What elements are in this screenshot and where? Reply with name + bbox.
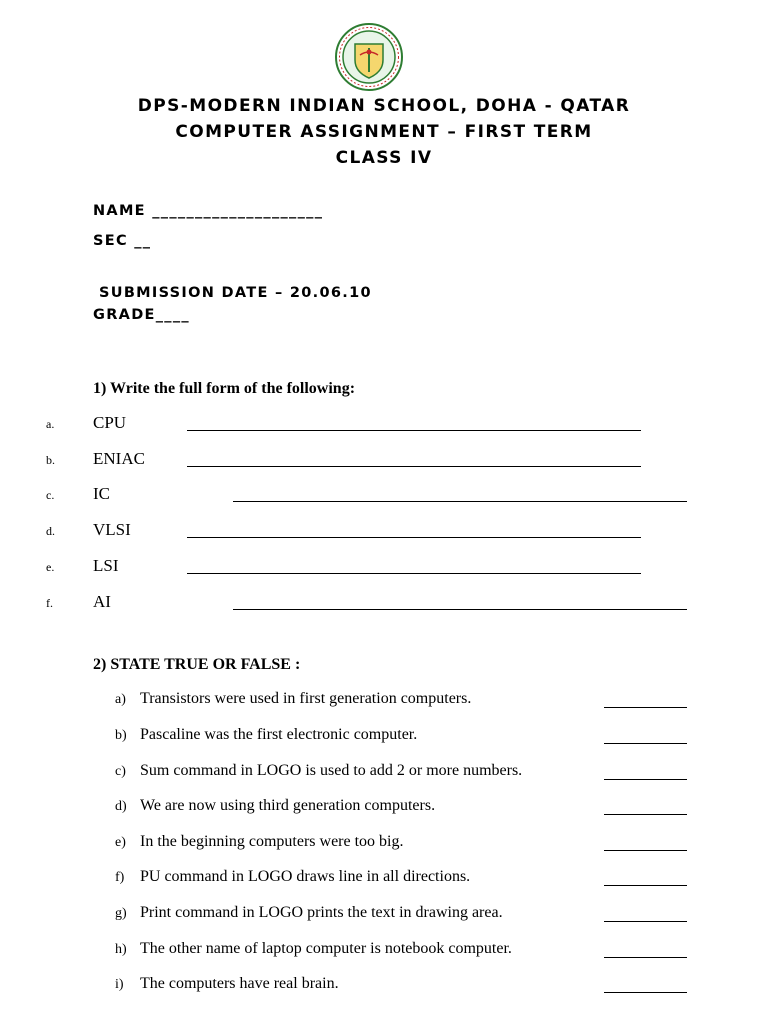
item-term: ENIAC	[93, 449, 145, 468]
true-false-item	[0, 940, 768, 964]
answer-line	[187, 573, 641, 574]
item-letter: f.	[46, 596, 53, 610]
item-letter: b)	[115, 728, 127, 743]
answer-line	[604, 779, 687, 780]
full-form-item	[0, 449, 768, 473]
full-form-item	[0, 520, 768, 544]
section-field: SEC __	[93, 233, 152, 249]
true-false-item	[0, 690, 768, 714]
answer-line	[604, 814, 687, 815]
true-false-item	[0, 904, 768, 928]
submission-date: SUBMISSION DATE – 20.06.10	[99, 285, 372, 301]
true-false-item	[0, 726, 768, 750]
answer-line	[187, 430, 641, 431]
statement-text: Pascaline was the first electronic computer.	[140, 726, 418, 743]
school-crest-icon	[334, 22, 404, 92]
statement-text: We are now using third generation computers.	[140, 797, 436, 814]
statement-text: Print command in LOGO prints the text in drawing area.	[140, 904, 503, 921]
statement-text: In the beginning computers were too big.	[140, 833, 404, 850]
grade-field: GRADE____	[93, 307, 190, 323]
answer-line	[187, 537, 641, 538]
answer-line	[604, 743, 687, 744]
full-form-item	[0, 413, 768, 437]
question-2-title: 2) STATE TRUE OR FALSE :	[93, 656, 301, 673]
full-form-item	[0, 484, 768, 508]
item-letter: h)	[115, 942, 127, 957]
answer-line	[233, 609, 687, 610]
true-false-item	[0, 833, 768, 857]
statement-text: PU command in LOGO draws line in all directions.	[140, 868, 471, 885]
statement-text: Sum command in LOGO is used to add 2 or more numbers.	[140, 762, 523, 779]
item-letter: g)	[115, 906, 127, 921]
school-name-heading: DPS-MODERN INDIAN SCHOOL, DOHA - QATAR	[137, 96, 631, 116]
assignment-heading: COMPUTER ASSIGNMENT – FIRST TERM	[175, 122, 593, 142]
full-form-item	[0, 592, 768, 616]
answer-line	[604, 850, 687, 851]
statement-text: Transistors were used in first generation computers.	[140, 690, 472, 707]
answer-line	[604, 885, 687, 886]
answer-line	[604, 957, 687, 958]
item-letter: e.	[46, 560, 55, 574]
class-heading: CLASS IV	[335, 148, 433, 168]
item-letter: a)	[115, 692, 126, 707]
item-letter: d.	[46, 524, 55, 538]
true-false-item	[0, 797, 768, 821]
answer-line	[604, 921, 687, 922]
item-letter: i)	[115, 977, 124, 992]
item-term: CPU	[93, 413, 127, 432]
true-false-item	[0, 975, 768, 999]
item-term: VLSI	[93, 520, 131, 539]
item-letter: a.	[46, 417, 55, 431]
item-letter: b.	[46, 453, 55, 467]
item-term: IC	[93, 484, 110, 503]
item-letter: e)	[115, 835, 126, 850]
statement-text: The other name of laptop computer is notebook computer.	[140, 940, 512, 957]
item-letter: c)	[115, 764, 126, 779]
answer-line	[604, 992, 687, 993]
school-logo	[334, 22, 404, 92]
item-letter: c.	[46, 488, 55, 502]
true-false-item	[0, 868, 768, 892]
true-false-item	[0, 762, 768, 786]
item-letter: d)	[115, 799, 127, 814]
item-term: AI	[93, 592, 111, 611]
answer-line	[187, 466, 641, 467]
item-letter: f)	[115, 870, 125, 885]
name-field: NAME ____________________	[93, 203, 324, 219]
statement-text: The computers have real brain.	[140, 975, 339, 992]
answer-line	[604, 707, 687, 708]
answer-line	[233, 501, 687, 502]
full-form-item	[0, 556, 768, 580]
question-1-title: 1) Write the full form of the following:	[93, 380, 356, 397]
item-term: LSI	[93, 556, 119, 575]
